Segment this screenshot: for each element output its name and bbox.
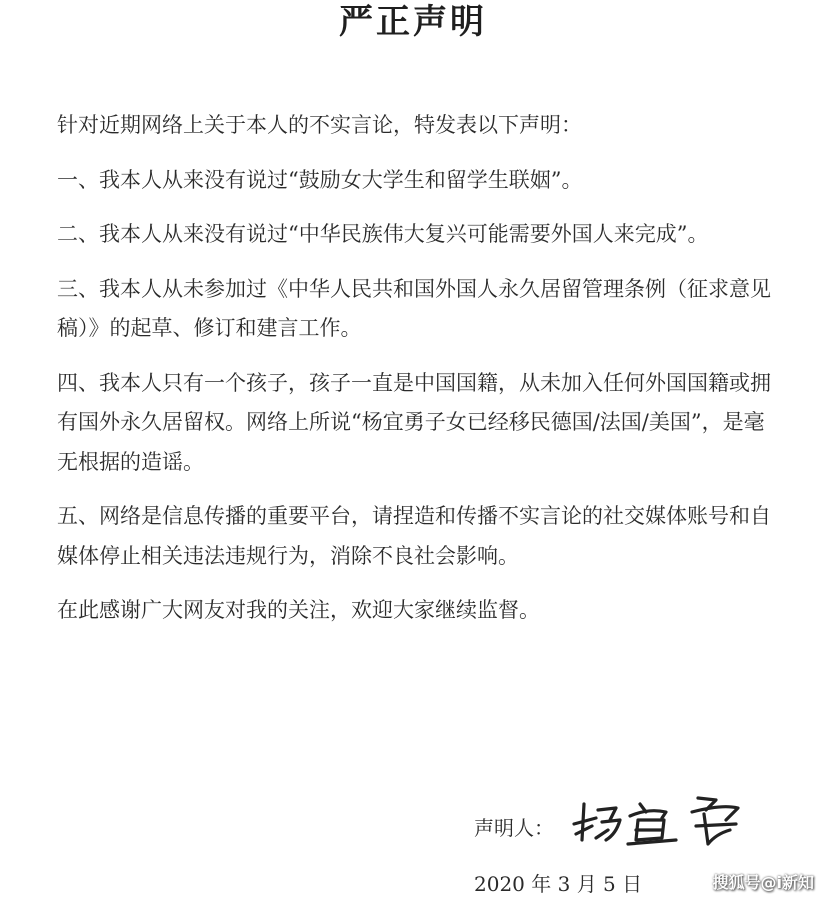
source-watermark: 搜狐号@i新知 (712, 873, 814, 892)
signature-label: 声明人： (474, 816, 554, 840)
point-4: 四、我本人只有一个孩子，孩子一直是中国国籍，从未加入任何外国国籍或拥有国外永久居留权。网络上所说“杨宜勇子女已经移民德国/法国/美国”，是毫无根据的造谣。 (57, 370, 771, 474)
point-2: 二、我本人从来没有说过“中华民族伟大复兴可能需要外国人来完成”。 (57, 222, 709, 246)
document-title: 严正声明 (339, 2, 487, 42)
statement-body (57, 106, 785, 646)
closing-paragraph: 在此感谢广大网友对我的关注，欢迎大家继续监督。 (57, 598, 540, 622)
signature-block (474, 790, 774, 850)
point-3: 三、我本人从未参加过《中华人民共和国外国人永久居留管理条例（征求意见稿）》的起草、修订和建言工作。 (57, 276, 771, 340)
handwritten-signature (566, 790, 766, 850)
point-1: 一、我本人从来没有说过“鼓励女大学生和留学生联姻”。 (57, 167, 583, 192)
point-5: 五、网络是信息传播的重要平台，请捏造和传播不实言论的社交媒体账号和自媒体停止相关违法违规行为，消除不良社会影响。 (57, 504, 771, 568)
statement-date: 2020 年 3 月 5 日 (474, 872, 643, 896)
intro-paragraph: 针对近期网络上关于本人的不实言论，特发表以下声明： (57, 113, 582, 137)
